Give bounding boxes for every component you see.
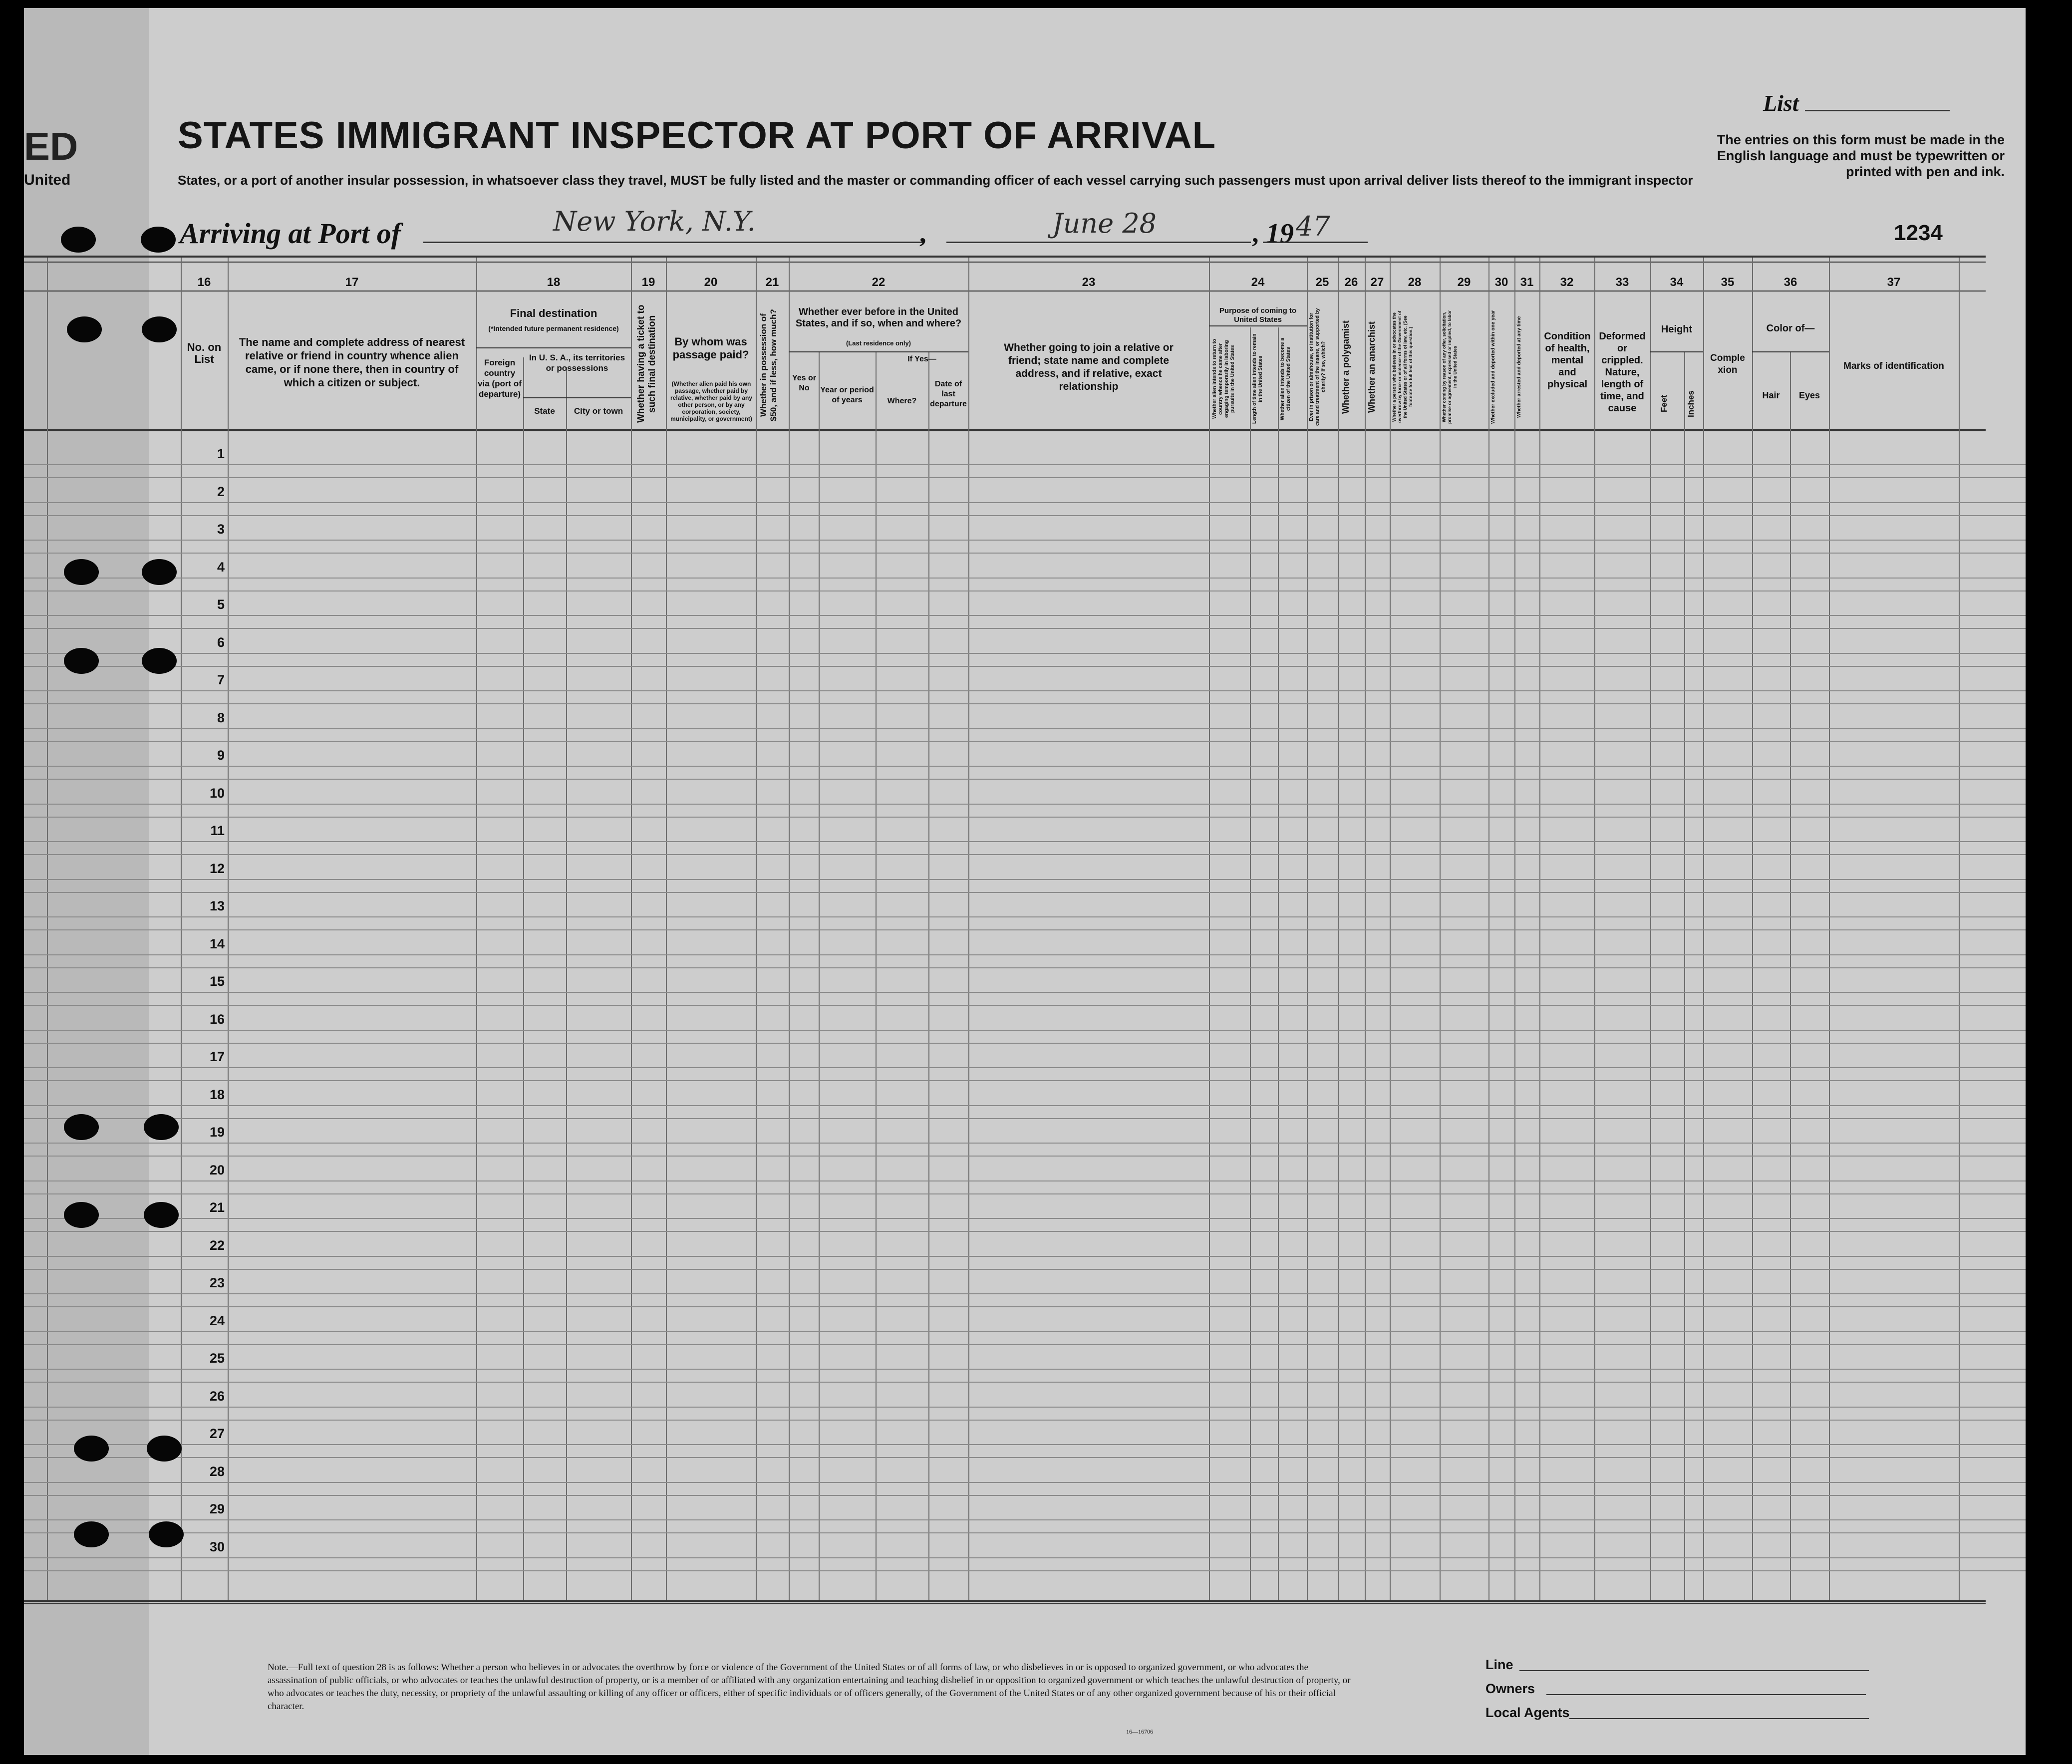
footnote-question-28: Note.—Full text of question 28 is as follows: Whether a person who believes in or advocates the overthrow by force or violence of the Government of the United States or of all forms of law, or who disbelieves in or is opposed to organized government, or who advocates the assassination of public officials, or who advocates or teaches the unlawful destruction of property, or is a member of or affiliated with any organization entertaining and teaching disbelief in or opposition to organized government or which teaches the unlawful destruction of property, or who advocates or teaches the duty, necessity, or propriety of the unlawful assaulting or killing of any officer or officers, either of specific individuals or of officers generally, of the Government of the United States or of any other organized government because of his or their official character. — [268, 1662, 1351, 1712]
date-field[interactable] — [946, 242, 1251, 243]
row-number: 25 — [209, 1351, 225, 1366]
row-rule — [24, 1407, 2026, 1408]
row-rule — [24, 879, 2026, 880]
punch-hole — [142, 316, 177, 342]
row-rule — [24, 1030, 2026, 1031]
punch-hole — [61, 227, 96, 253]
header-if-yes: If Yes— — [907, 355, 936, 363]
date-handwriting: June 28 — [1052, 208, 1157, 239]
header-bottom-rule — [24, 429, 1986, 431]
column-divider — [1594, 258, 1595, 1600]
header-labor-offer: Whether coming by reason of any offer, solicitation, promise or agreement, expressed or implied, to labor in the United States — [1442, 310, 1458, 424]
row-number: 10 — [209, 786, 225, 801]
row-number: 14 — [209, 936, 225, 951]
row-rule — [24, 1080, 2026, 1081]
row-rule — [24, 841, 2026, 842]
column-divider — [1488, 258, 1489, 1600]
row-rule — [24, 1519, 2026, 1520]
column-number-rule — [24, 291, 1986, 292]
column-divider — [789, 258, 790, 1600]
row-number: 15 — [209, 974, 225, 989]
subheader-rule — [476, 347, 631, 348]
row-rule — [24, 1444, 2026, 1445]
column-number: 31 — [1520, 276, 1534, 289]
column-number: 24 — [1251, 276, 1265, 289]
column-divider — [1703, 258, 1704, 1600]
row-rule — [24, 1382, 2026, 1383]
row-rule — [24, 515, 2026, 516]
column-divider — [1307, 258, 1308, 1600]
punch-hole — [149, 1521, 184, 1547]
column-number: 21 — [765, 276, 779, 289]
column-divider — [1829, 258, 1830, 1600]
punch-hole — [74, 1521, 109, 1547]
owners-field[interactable] — [1546, 1694, 1866, 1695]
form-subtitle: States, or a port of another insular possession, in whatsoever class they travel, MUST be fully listed and the master or commanding officer of each vessel carrying such passengers must upon arrival deliver lists thereof to the immigrant inspector — [178, 173, 1693, 188]
row-rule — [24, 653, 2026, 654]
list-label: List — [1763, 90, 1799, 116]
header-ever-before-note: (Last residence only) — [846, 339, 911, 347]
column-divider — [756, 258, 757, 1600]
port-field[interactable] — [423, 242, 922, 243]
row-number: 8 — [217, 710, 225, 725]
row-rule — [24, 1180, 2026, 1181]
punch-hole — [64, 559, 99, 585]
row-rule — [24, 817, 2026, 818]
punch-hole — [141, 227, 176, 253]
year-field[interactable] — [1263, 242, 1368, 243]
row-number: 3 — [217, 522, 225, 537]
row-rule — [24, 1495, 2026, 1496]
row-number: 12 — [209, 861, 225, 876]
row-rule — [24, 1231, 2026, 1232]
row-rule — [24, 615, 2026, 616]
header-prison-almshouse: Ever in prison or almshouse, or institution for care and treatment of the insane, or supported by charity? If so, which? — [1309, 308, 1326, 426]
header-excluded-deported: Whether excluded and deported within one year — [1490, 310, 1496, 424]
row-number: 23 — [209, 1275, 225, 1290]
column-divider — [1390, 258, 1391, 1600]
column-divider — [1278, 327, 1279, 1600]
row-rule — [24, 1043, 2026, 1044]
row-rule — [24, 1067, 2026, 1068]
row-number: 26 — [209, 1389, 225, 1404]
header-inches: Inches — [1686, 390, 1696, 417]
column-number: 17 — [345, 276, 359, 289]
row-rule — [24, 1420, 2026, 1421]
punch-hole — [147, 1436, 182, 1462]
punch-hole — [142, 559, 177, 585]
row-rule — [24, 992, 2026, 993]
row-number: 20 — [209, 1163, 225, 1177]
column-divider — [1959, 258, 1960, 1600]
header-identification-marks: Marks of identification — [1843, 361, 1944, 371]
subheader-rule — [1752, 351, 1829, 352]
column-number: 33 — [1615, 276, 1629, 289]
header-state: State — [534, 406, 555, 416]
table-bottom-rule — [24, 1603, 1986, 1604]
row-rule — [24, 804, 2026, 805]
row-rule — [24, 728, 2026, 729]
row-rule — [24, 1143, 2026, 1144]
header-hair: Hair — [1762, 390, 1780, 400]
column-divider — [228, 258, 229, 1600]
header-length-stay: Length of time alien intends to remain in the United States — [1252, 333, 1263, 424]
column-number: 22 — [872, 276, 886, 289]
row-rule — [24, 967, 2026, 968]
column-number: 32 — [1560, 276, 1574, 289]
header-year-period: Year or period of years — [820, 386, 874, 404]
header-complexion: Complexion — [1710, 353, 1745, 375]
port-handwriting: New York, N.Y. — [553, 206, 756, 237]
header-feet: Feet — [1659, 395, 1669, 413]
header-no-on-list: No. on List — [187, 341, 222, 365]
local-agents-label: Local Agents — [1485, 1705, 1570, 1720]
column-divider — [523, 357, 524, 1600]
column-number: 20 — [704, 276, 718, 289]
row-rule — [24, 1570, 2026, 1571]
row-number: 1 — [217, 446, 225, 461]
header-nearest-relative: The name and complete address of nearest relative or friend in country whence alien came, or if none there, then in country of which a citizen or subject. — [239, 336, 465, 389]
column-number: 25 — [1315, 276, 1329, 289]
line-field[interactable] — [1519, 1670, 1869, 1671]
row-rule — [24, 916, 2026, 917]
column-divider — [47, 258, 48, 1600]
row-rule — [24, 1331, 2026, 1332]
line-label: Line — [1485, 1657, 1513, 1672]
row-number: 28 — [209, 1464, 225, 1479]
column-number: 34 — [1670, 276, 1684, 289]
row-rule — [24, 1482, 2026, 1483]
manifest-sheet — [24, 8, 2026, 1755]
row-number: 30 — [209, 1539, 225, 1554]
row-rule — [24, 628, 2026, 629]
year-handwriting: 47 — [1296, 211, 1330, 242]
column-number: 36 — [1783, 276, 1797, 289]
header-deformed: Deformed or crippled. Nature, length of time, and cause — [1599, 331, 1646, 414]
column-divider — [1440, 258, 1441, 1600]
sheet-number: 1234 — [1894, 221, 1943, 245]
row-number: 21 — [209, 1200, 225, 1215]
row-number: 9 — [217, 748, 225, 763]
row-rule — [24, 1457, 2026, 1458]
row-rule — [24, 1532, 2026, 1533]
row-rule — [24, 464, 2026, 465]
subheader-rule — [1209, 325, 1307, 326]
punch-hole — [144, 1202, 179, 1228]
row-rule — [24, 690, 2026, 691]
punch-hole — [74, 1436, 109, 1462]
subheader-rule — [523, 397, 631, 398]
column-number: 18 — [547, 276, 561, 289]
row-rule — [24, 1269, 2026, 1270]
column-divider — [476, 258, 477, 1600]
column-divider — [1752, 258, 1753, 1600]
row-rule — [24, 741, 2026, 742]
header-fifty-dollars: Whether in possession of $50, and if less, how much? — [759, 309, 778, 422]
column-divider — [1650, 258, 1651, 1600]
year-prefix: 19 — [1266, 218, 1294, 249]
column-number: 19 — [641, 276, 655, 289]
subheader-rule — [789, 351, 968, 352]
column-divider — [1209, 258, 1210, 1600]
form-code: 16—16706 — [1126, 1728, 1153, 1735]
punch-hole — [64, 1114, 99, 1140]
header-become-citizen: Whether alien intends to become a citizen of the United States — [1280, 337, 1291, 420]
row-rule — [24, 477, 2026, 478]
row-rule — [24, 766, 2026, 767]
column-number: 23 — [1082, 276, 1096, 289]
row-rule — [24, 1105, 2026, 1106]
header-ever-before: Whether ever before in the United States, and if so, when and where? — [795, 306, 962, 329]
row-number: 7 — [217, 672, 225, 687]
row-number: 19 — [209, 1125, 225, 1140]
row-rule — [24, 578, 2026, 579]
left-stub-text: ED — [24, 124, 78, 168]
row-number: 5 — [217, 597, 225, 612]
row-rule — [24, 1256, 2026, 1257]
column-divider — [968, 258, 969, 1600]
row-rule — [24, 502, 2026, 503]
column-number: 28 — [1408, 276, 1422, 289]
header-city: City or town — [574, 406, 623, 416]
table-bottom-rule — [24, 1600, 1986, 1602]
row-number: 22 — [209, 1238, 225, 1253]
column-number: 26 — [1344, 276, 1358, 289]
row-rule — [24, 1293, 2026, 1294]
column-divider — [631, 258, 632, 1600]
row-number: 13 — [209, 898, 225, 913]
form-instructions: The entries on this form must be made in the English language and must be typewritten or printed with pen and ink. — [1717, 132, 2005, 179]
row-number: 4 — [217, 560, 225, 575]
list-number-field[interactable] — [1805, 110, 1950, 111]
header-final-destination: Final destination — [510, 307, 597, 319]
row-rule — [24, 892, 2026, 893]
header-anarchist: Whether an anarchist — [1367, 321, 1377, 413]
header-in-usa: In U. S. A., its territories or possessions — [529, 353, 625, 373]
row-rule — [24, 1156, 2026, 1157]
row-rule — [24, 703, 2026, 704]
row-number: 16 — [209, 1012, 225, 1027]
table-top-rule — [24, 256, 1986, 258]
header-arrested-deported: Whether arrested and deported at any time — [1516, 316, 1522, 418]
row-rule — [24, 929, 2026, 930]
header-question-28: Whether a person who believes in or advocates the overthrow by force or violence of the Government of the United States or of all forms of law, etc. (See footnote for full text of this question.) — [1392, 310, 1413, 423]
row-rule — [24, 553, 2026, 554]
arriving-label: Arriving at Port of — [180, 217, 401, 250]
header-intends-return: Whether alien intends to return to country whence he came after engaging temporarily in laboring pursuits in the United States — [1212, 339, 1235, 419]
comma: , — [919, 218, 926, 248]
form-title: STATES IMMIGRANT INSPECTOR AT PORT OF ARRIVAL — [178, 114, 1216, 157]
row-rule — [24, 666, 2026, 667]
left-stub-word: United — [24, 172, 71, 188]
row-number: 18 — [209, 1087, 225, 1102]
row-number: 6 — [217, 635, 225, 650]
subheader-rule — [1650, 351, 1703, 352]
header-joining-relative: Whether going to join a relative or friend; state name and complete address, and if relative, exact relationship — [1004, 342, 1174, 392]
row-number: 17 — [209, 1049, 225, 1064]
column-number: 27 — [1370, 276, 1384, 289]
header-foreign-country: Foreign country via (port of departure) — [478, 358, 522, 399]
header-final-destination-note: (*Intended future permanent residence) — [488, 324, 619, 332]
column-divider — [1338, 258, 1339, 1600]
column-number: 30 — [1494, 276, 1508, 289]
header-purpose: Purpose of coming to United States — [1219, 306, 1297, 324]
column-number: 29 — [1457, 276, 1471, 289]
punch-hole — [64, 1202, 99, 1228]
row-rule — [24, 1218, 2026, 1219]
column-divider — [1514, 258, 1515, 1600]
column-number: 16 — [197, 276, 211, 289]
row-rule — [24, 540, 2026, 541]
row-rule — [24, 954, 2026, 955]
row-number: 24 — [209, 1313, 225, 1328]
header-ticket: Whether having a ticket to such final destination — [636, 304, 657, 423]
header-where: Where? — [887, 397, 917, 405]
header-last-departure: Date of last departure — [930, 380, 967, 408]
header-passage-paid: By whom was passage paid? — [672, 335, 749, 361]
table-top-rule — [24, 262, 1986, 263]
left-page-edge — [24, 8, 149, 1755]
local-agents-field[interactable] — [1569, 1718, 1869, 1719]
row-number: 2 — [217, 484, 225, 499]
header-height: Height — [1661, 324, 1693, 335]
row-rule — [24, 1557, 2026, 1558]
header-polygamist: Whether a polygamist — [1341, 320, 1351, 414]
comma: , — [1252, 218, 1259, 248]
header-color-of: Color of— — [1766, 323, 1815, 334]
row-rule — [24, 1306, 2026, 1307]
header-passage-paid-note: (Whether alien paid his own passage, whether paid by relative, whether paid by any other person, or by any corporation, society, municipality, or government) — [670, 380, 753, 422]
row-number: 11 — [210, 823, 225, 838]
row-number: 29 — [209, 1501, 225, 1516]
column-divider — [666, 258, 667, 1600]
column-number: 37 — [1887, 276, 1901, 289]
row-number: 27 — [209, 1426, 225, 1441]
row-rule — [24, 1193, 2026, 1194]
column-divider — [1250, 327, 1251, 1600]
row-rule — [24, 590, 2026, 591]
punch-hole — [142, 648, 177, 674]
row-rule — [24, 779, 2026, 780]
column-number: 35 — [1721, 276, 1735, 289]
punch-hole — [144, 1114, 179, 1140]
punch-hole — [64, 648, 99, 674]
owners-label: Owners — [1485, 1681, 1535, 1696]
row-rule — [24, 1344, 2026, 1345]
row-rule — [24, 1005, 2026, 1006]
row-rule — [24, 1118, 2026, 1119]
row-rule — [24, 854, 2026, 855]
header-yes-no: Yes or No — [792, 374, 817, 392]
row-rule — [24, 1369, 2026, 1370]
header-eyes: Eyes — [1798, 390, 1820, 400]
header-health: Condition of health, mental and physical — [1544, 331, 1591, 390]
punch-hole — [67, 316, 102, 342]
column-divider — [181, 258, 182, 1600]
column-divider — [1539, 258, 1540, 1600]
column-divider — [1365, 258, 1366, 1600]
